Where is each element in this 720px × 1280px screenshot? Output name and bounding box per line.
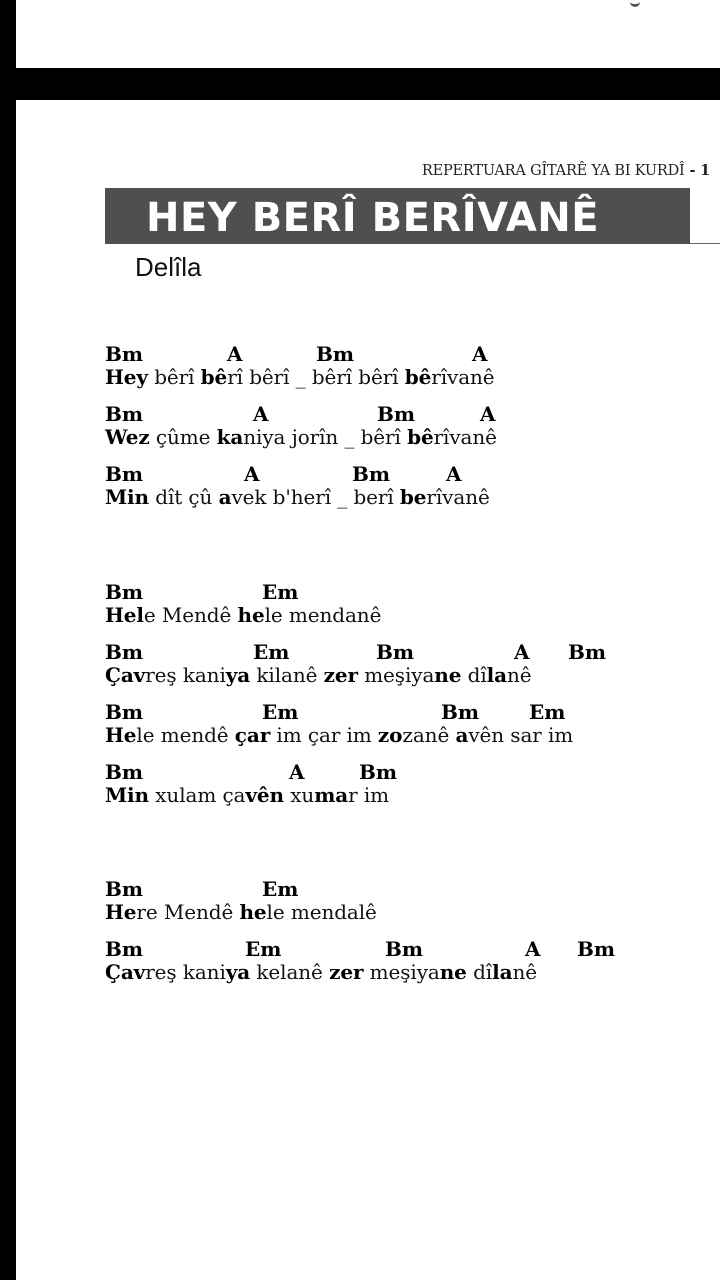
- chord: A: [289, 760, 305, 784]
- song-page: [16, 100, 720, 1280]
- stressed-syllable: he: [239, 900, 267, 924]
- chord-line: [105, 760, 705, 784]
- lyric-line: [105, 783, 389, 807]
- lyric-line: [105, 663, 532, 687]
- lyric-text: dî: [461, 663, 487, 687]
- lyric-text: nê: [512, 960, 537, 984]
- stressed-syllable: be: [399, 485, 427, 509]
- chord-line: [105, 937, 705, 961]
- chord: Em: [262, 580, 299, 604]
- artist-name: Delîla: [135, 252, 202, 282]
- stressed-syllable: zo: [377, 723, 403, 747]
- chord: Bm: [376, 640, 415, 664]
- chord: Bm: [105, 640, 144, 664]
- lyric-line: [105, 900, 377, 924]
- lyric-text: reş kani: [145, 960, 226, 984]
- lyric-text: dît çû: [148, 485, 219, 509]
- stressed-syllable: Çav: [105, 960, 146, 984]
- chord: Bm: [105, 700, 144, 724]
- lyric-text: le mendalê: [266, 900, 377, 924]
- lyric-text: rîvanê: [433, 425, 497, 449]
- top-strip: [16, 0, 720, 68]
- lyric-line: [105, 425, 497, 449]
- chord-line: [105, 640, 705, 664]
- stressed-syllable: ka: [216, 425, 244, 449]
- chord: Em: [262, 877, 299, 901]
- stressed-syllable: a: [218, 485, 232, 509]
- lyric-text: vên sar im: [468, 723, 574, 747]
- stressed-syllable: la: [492, 960, 513, 984]
- chord-line: [105, 342, 705, 366]
- lyric-line: [105, 485, 490, 509]
- lyric-line: [105, 365, 495, 389]
- header-separator: -: [684, 162, 701, 179]
- chord: A: [244, 462, 260, 486]
- chord: Bm: [441, 700, 480, 724]
- lyric-line: [105, 960, 537, 984]
- stressed-syllable: bê: [200, 365, 228, 389]
- chord-line: [105, 402, 705, 426]
- chord: Bm: [568, 640, 607, 664]
- stressed-syllable: ma: [314, 783, 349, 807]
- chord: Bm: [105, 462, 144, 486]
- stressed-syllable: ya: [225, 960, 251, 984]
- page-header: [422, 162, 710, 179]
- chord: A: [514, 640, 530, 664]
- lyric-text: rî bêrî _ bêrî bêrî: [227, 365, 405, 389]
- chord: A: [253, 402, 269, 426]
- stressed-syllable: Min: [105, 485, 149, 509]
- chord: Bm: [385, 937, 424, 961]
- chord: A: [446, 462, 462, 486]
- chord: Bm: [577, 937, 616, 961]
- stressed-syllable: a: [455, 723, 469, 747]
- stressed-syllable: zer: [329, 960, 364, 984]
- chord: Em: [262, 700, 299, 724]
- lyric-text: im çar im: [270, 723, 378, 747]
- chord: Bm: [105, 760, 144, 784]
- chord-line: [105, 877, 705, 901]
- lyric-text: zanê: [402, 723, 456, 747]
- stressed-syllable: He: [105, 900, 137, 924]
- lyric-text: reş kani: [145, 663, 226, 687]
- chord: Em: [529, 700, 566, 724]
- lyric-line: [105, 603, 381, 627]
- lyric-line: [105, 723, 573, 747]
- chord-line: [105, 700, 705, 724]
- chord: Bm: [359, 760, 398, 784]
- lyric-text: kilanê: [250, 663, 324, 687]
- chord: Em: [245, 937, 282, 961]
- song-title: HEY BERÎ BERÎVANÊ: [146, 195, 600, 241]
- lyric-text: meşiya: [357, 663, 435, 687]
- stressed-syllable: Çav: [105, 663, 146, 687]
- lyric-text: vek b'herî _ berî: [231, 485, 400, 509]
- lyric-text: dî: [466, 960, 493, 984]
- chord: A: [472, 342, 488, 366]
- chord: Bm: [105, 342, 144, 366]
- chord: A: [480, 402, 496, 426]
- lyric-text: meşiya: [363, 960, 440, 984]
- stressed-syllable: ne: [434, 663, 462, 687]
- chord: Bm: [352, 462, 391, 486]
- chord: Bm: [105, 580, 144, 604]
- lyric-text: le mendê: [136, 723, 235, 747]
- stressed-syllable: He: [105, 723, 137, 747]
- series-label: REPERTUARA GÎTARÊ YA BI KURDÎ: [421, 163, 685, 179]
- lyric-text: re Mendê: [136, 900, 240, 924]
- lyric-text: niya jorîn _ bêrî: [243, 425, 408, 449]
- stressed-syllable: he: [237, 603, 265, 627]
- stressed-syllable: vên: [245, 783, 284, 807]
- stressed-syllable: Wez: [105, 425, 150, 449]
- chord: Bm: [105, 937, 144, 961]
- stressed-syllable: bê: [404, 365, 432, 389]
- chord: Em: [253, 640, 290, 664]
- lyric-text: r im: [348, 783, 389, 807]
- stressed-syllable: Min: [105, 783, 149, 807]
- lyric-text: e Mendê: [143, 603, 238, 627]
- chord: Bm: [377, 402, 416, 426]
- chord: A: [227, 342, 243, 366]
- chord: A: [525, 937, 541, 961]
- lyric-text: bêrî: [147, 365, 201, 389]
- stressed-syllable: bê: [407, 425, 434, 449]
- lyric-text: xu: [283, 783, 315, 807]
- lyric-text: xulam ça: [148, 783, 246, 807]
- chord-line: [105, 580, 705, 604]
- stressed-syllable: çar: [234, 723, 271, 747]
- title-rule: [690, 243, 720, 244]
- stressed-syllable: Hey: [105, 365, 148, 389]
- chord: Bm: [316, 342, 355, 366]
- lyric-text: rîvanê: [426, 485, 490, 509]
- cropped-glyph: [630, 0, 640, 7]
- stressed-syllable: zer: [323, 663, 358, 687]
- lyric-text: rîvanê: [431, 365, 495, 389]
- left-frame: [0, 100, 16, 1280]
- chord: Bm: [105, 877, 144, 901]
- stressed-syllable: la: [486, 663, 507, 687]
- lyric-text: nê: [506, 663, 532, 687]
- page-number: 1: [700, 162, 710, 179]
- lyric-text: kelanê: [250, 960, 330, 984]
- chord-line: [105, 462, 705, 486]
- chord: Bm: [105, 402, 144, 426]
- lyric-text: le mendanê: [264, 603, 382, 627]
- stressed-syllable: ne: [439, 960, 467, 984]
- stressed-syllable: Hel: [105, 603, 144, 627]
- lyric-text: çûme: [149, 425, 217, 449]
- stressed-syllable: ya: [225, 663, 251, 687]
